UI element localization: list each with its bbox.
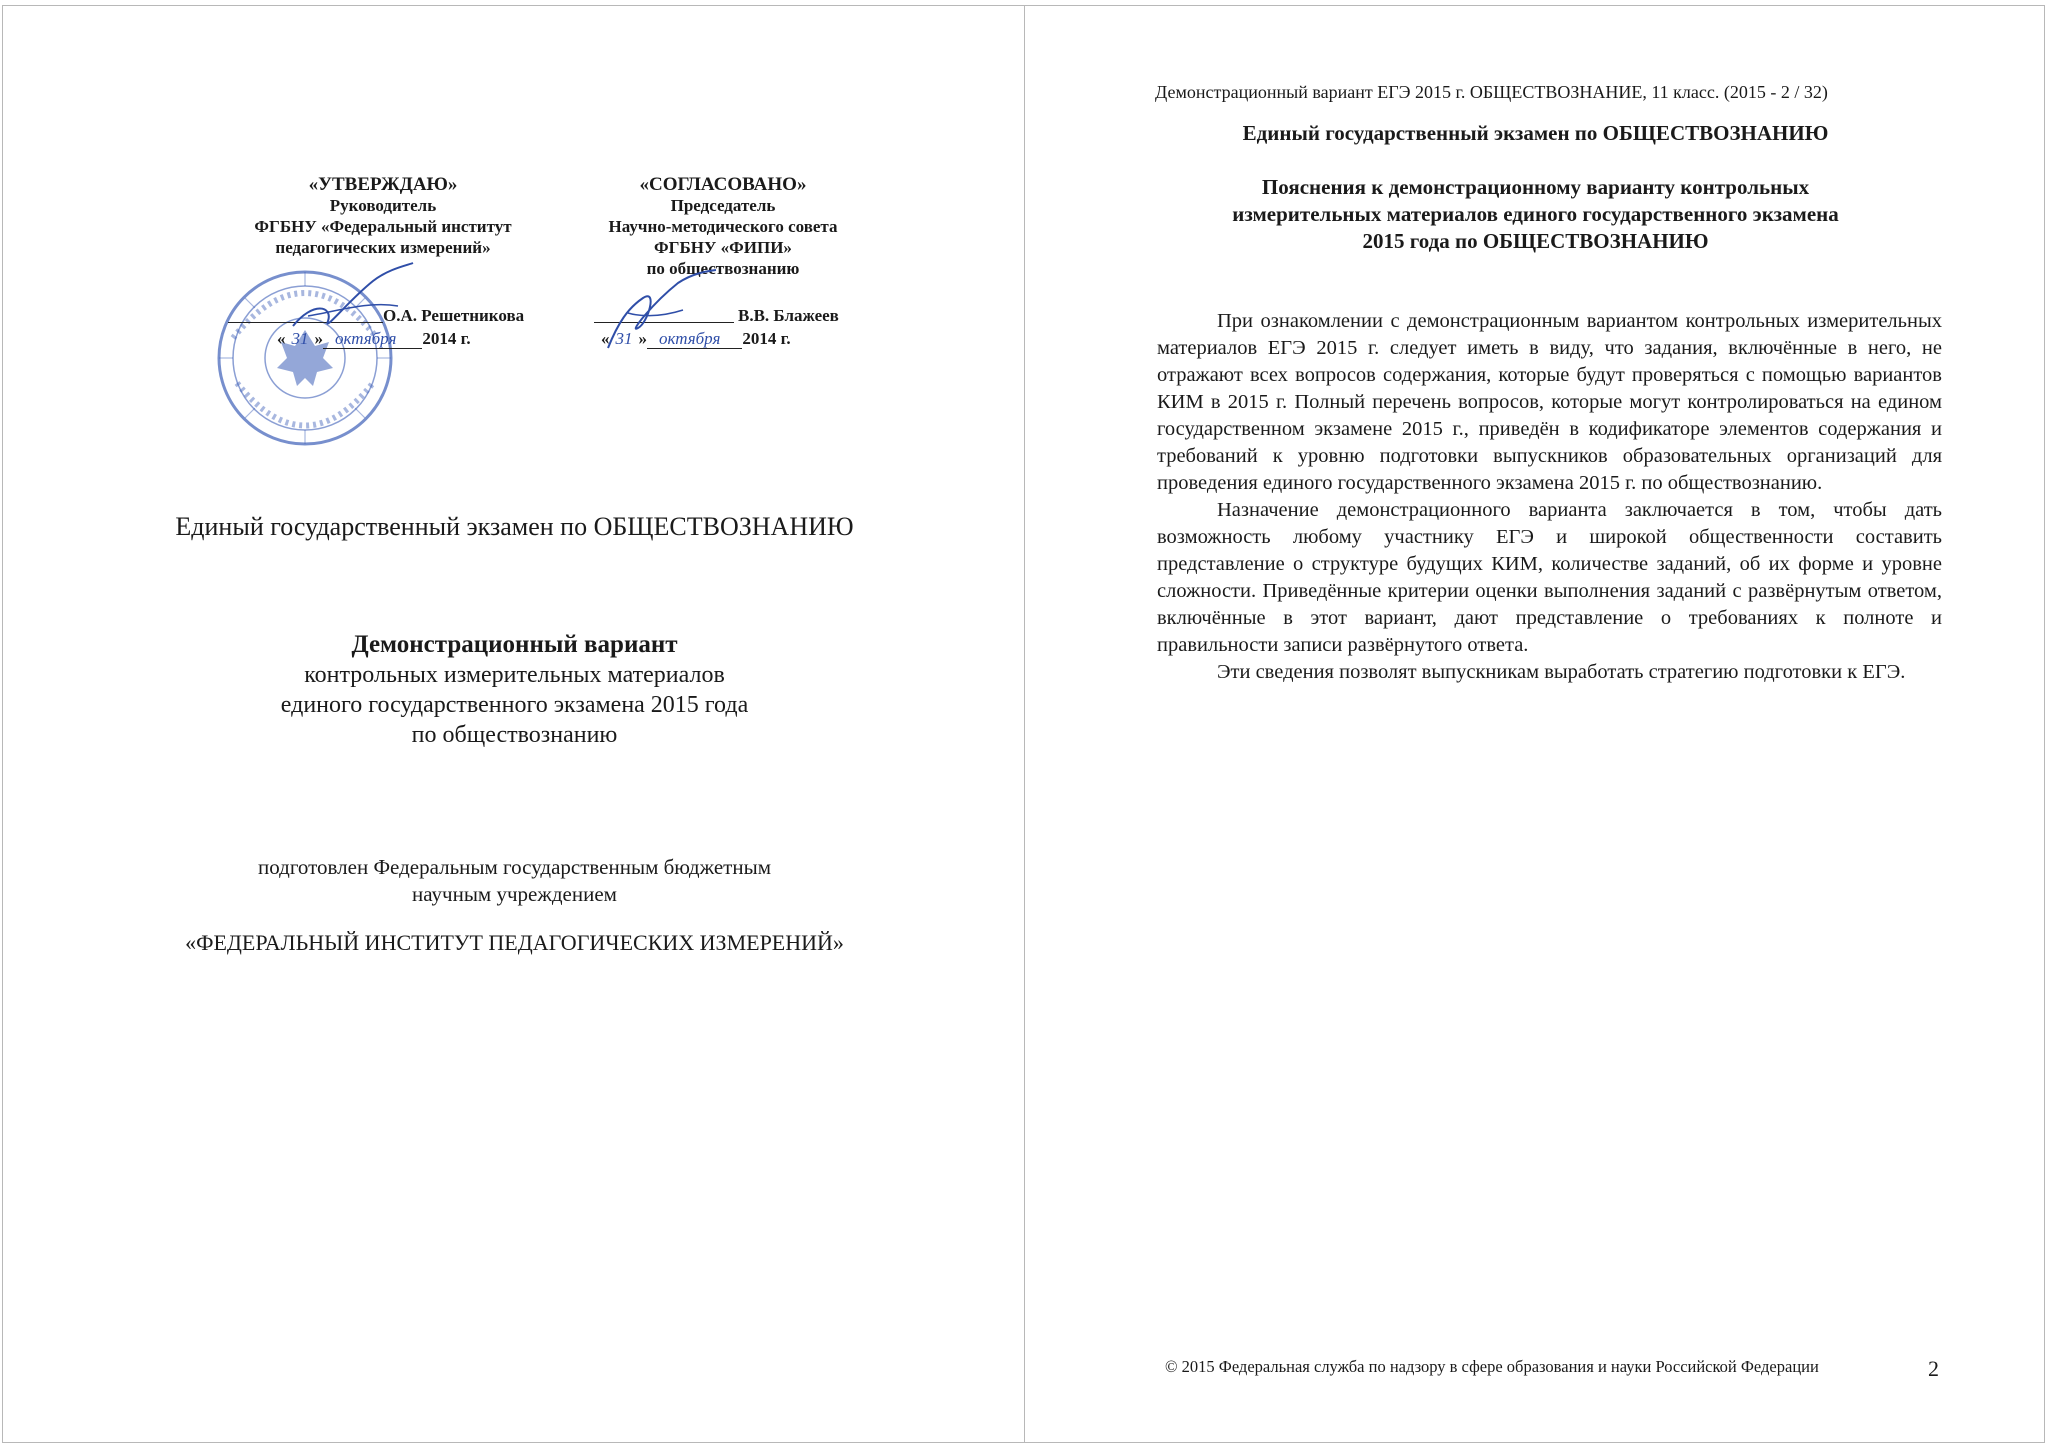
agree-line4: по обществознанию	[646, 259, 800, 278]
demo-title: Демонстрационный вариант	[351, 631, 678, 658]
demo-subtitle-line2: контрольных измерительных материалов	[304, 662, 725, 688]
paragraph-2: Назначение демонстрационного варианта заключается в том, чтобы дать возможность любому участнику ЕГЭ и широкой общественности составить представление о структуре будущих КИМ, количестве заданий, об их форме и уровне сложности. Приведённые критерии оценки выполнения заданий с развёрнутым ответом, включённые в этот вариант, дают представление о требованиях к полноте и правильности записи развёрнутого ответа.	[1157, 499, 1942, 656]
agree-date-open: «	[601, 329, 610, 348]
approve-line1: Руководитель	[329, 196, 437, 215]
approve-signature	[288, 261, 418, 336]
approve-date-year: 2014 г.	[422, 329, 471, 348]
page-number: 2	[1928, 1356, 1939, 1381]
approve-date-month: октября	[323, 329, 422, 349]
institute-name: «ФЕДЕРАЛЬНЫЙ ИНСТИТУТ ПЕДАГОГИЧЕСКИХ ИЗМЕРЕНИЙ»	[185, 930, 844, 955]
prepared-line2: научным учреждением	[412, 882, 617, 906]
approve-line2: ФГБНУ «Федеральный институт	[254, 217, 512, 236]
agree-line2: Научно-методического совета	[608, 217, 838, 236]
agree-name: В.В. Блажеев	[738, 306, 839, 325]
approve-date-open: «	[277, 329, 286, 348]
agree-line3: ФГБНУ «ФИПИ»	[654, 238, 792, 257]
explanation-line1: Пояснения к демонстрационному варианту контрольных	[1261, 175, 1810, 199]
left-exam-title: Единый государственный экзамен по ОБЩЕСТВОЗНАНИЮ	[175, 512, 854, 541]
agree-date-month: октября	[647, 329, 742, 349]
demo-subtitle-line3: единого государственного экзамена 2015 года	[280, 692, 749, 718]
prepared-by-block	[3, 854, 1026, 908]
right-exam-title: Единый государственный экзамен по ОБЩЕСТВОЗНАНИЮ	[1242, 121, 1829, 145]
explanation-line2: измерительных материалов единого государственного экзамена	[1232, 202, 1839, 226]
approve-date: « 31 » октября 2014 г.	[277, 329, 471, 348]
demo-title-block	[3, 630, 1026, 750]
intro-text	[1157, 308, 1942, 686]
approve-date-day: 31	[291, 329, 309, 348]
prepared-line1: подготовлен Федеральным государственным бюджетным	[258, 855, 771, 879]
approve-name: О.А. Решетникова	[383, 306, 525, 325]
agree-line1: Председатель	[670, 196, 776, 215]
running-header: Демонстрационный вариант ЕГЭ 2015 г. ОБЩЕСТВОЗНАНИЕ, 11 класс. (2015 - 2 / 32)	[1155, 82, 1828, 102]
agree-date-year: 2014 г.	[742, 329, 791, 348]
demo-subtitle-line4: по обществознанию	[411, 722, 618, 748]
agreed-block	[588, 174, 858, 279]
copyright-footer: © 2015 Федеральная служба по надзору в сфере образования и науки Российской Федерации	[1165, 1357, 1819, 1376]
explanation-line3: 2015 года по ОБЩЕСТВОЗНАНИЮ	[1362, 229, 1709, 253]
paragraph-1: При ознакомлении с демонстрационным вариантом контрольных измерительных материалов ЕГЭ 2015 г. следует иметь в виду, что задания, включённые в него, не отражают всех вопросов содержания, которые будут проверяться с помощью вариантов КИМ в 2015 г. Полный перечень вопросов, которые могут контролироваться на едином государственном экзамене 2015 г., приведён в кодификаторе элементов содержания и требований к уровню подготовки выпускников образовательных организаций для проведения единого государственного экзамена 2015 г. по обществознанию.	[1157, 310, 1942, 494]
explanation-title	[1025, 174, 2046, 255]
left-page	[2, 5, 1025, 1443]
agree-date: « 31 » октября 2014 г.	[601, 329, 791, 348]
right-page	[1024, 5, 2045, 1443]
agree-heading: «СОГЛАСОВАНО»	[639, 174, 807, 195]
approval-block	[228, 174, 538, 258]
agree-date-day: 31	[615, 329, 633, 348]
approve-line3: педагогических измерений»	[275, 238, 491, 257]
paragraph-3: Эти сведения позволят выпускникам выработать стратегию подготовки к ЕГЭ.	[1217, 661, 1906, 683]
approve-heading: «УТВЕРЖДАЮ»	[308, 174, 458, 195]
